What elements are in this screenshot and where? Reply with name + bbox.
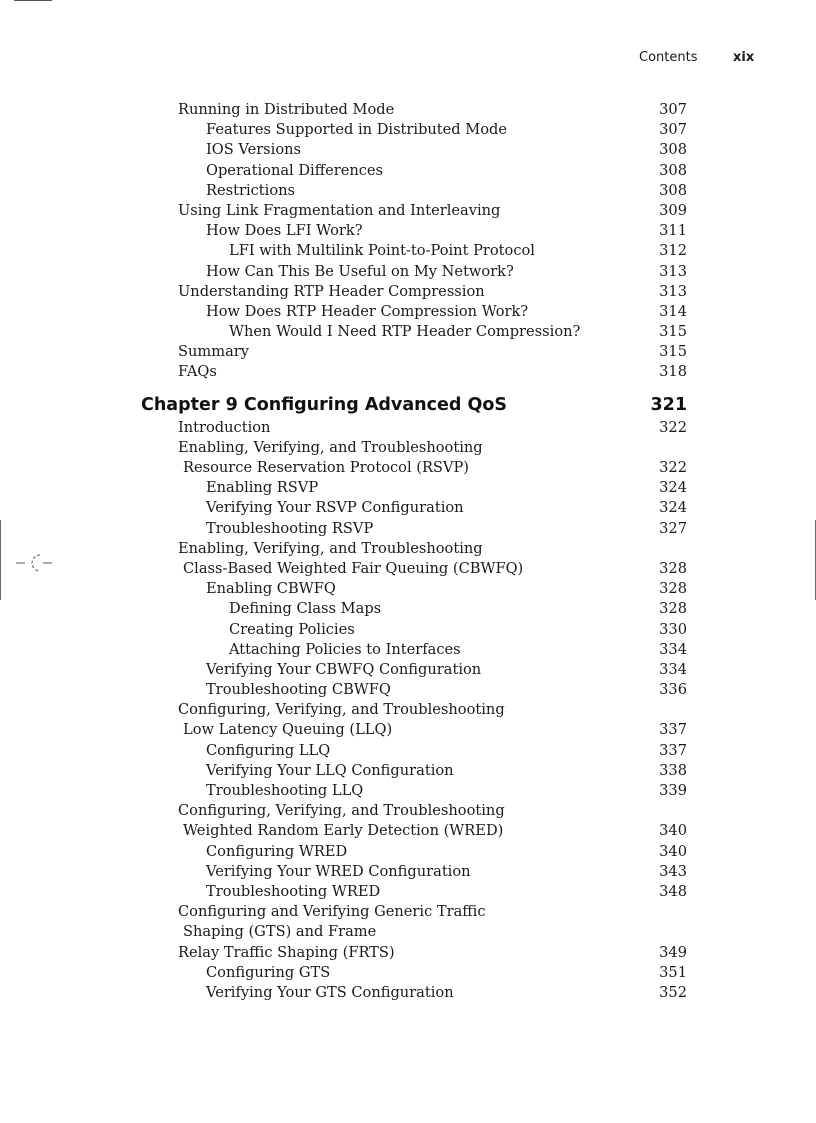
toc-entry-title: IOS Versions — [206, 141, 302, 159]
toc-entry-title: Introduction — [178, 418, 271, 436]
toc-entry-page: 315 — [659, 343, 687, 361]
toc-entry-title: Verifying Your GTS Configuration — [206, 983, 454, 1001]
toc-entry-title: FAQs — [178, 363, 217, 381]
toc-entry-title: Troubleshooting WRED — [206, 882, 381, 900]
toc-entry — [0, 842, 816, 862]
toc-entry — [0, 680, 816, 700]
chapter-page-number: 321 — [650, 394, 687, 415]
toc-entry-page: 328 — [659, 559, 687, 577]
toc-entry-title: When Would I Need RTP Header Compression? — [229, 323, 581, 341]
toc-entry — [0, 599, 816, 619]
toc-entry — [0, 902, 816, 922]
toc-entry-page: 337 — [659, 741, 687, 759]
toc-entry — [0, 362, 816, 382]
toc-entry — [0, 221, 816, 241]
toc-entry — [0, 720, 816, 740]
toc-entry-title: Resource Reservation Protocol (RSVP) — [183, 459, 469, 476]
toc-entry-page: 324 — [659, 479, 687, 497]
toc-entry — [0, 100, 816, 120]
toc-entry — [0, 963, 816, 983]
toc-entry-page: 328 — [659, 600, 687, 618]
toc-entry — [0, 620, 816, 640]
toc-entry-page: 336 — [659, 681, 687, 699]
toc-entry-title: How Does RTP Header Compression Work? — [206, 302, 529, 320]
toc-entry — [0, 761, 816, 781]
toc-entry-page: 351 — [659, 963, 687, 981]
toc-entry — [0, 579, 816, 599]
toc-entry — [0, 438, 816, 458]
toc-entry-title: Features Supported in Distributed Mode — [206, 121, 507, 139]
toc-entry — [0, 862, 816, 882]
toc-entry — [0, 342, 816, 362]
toc-entry-title: Configuring LLQ — [206, 741, 331, 759]
toc-entry-title: How Does LFI Work? — [206, 222, 363, 240]
toc-entry-title: Class-Based Weighted Fair Queuing (CBWFQ) — [183, 559, 524, 577]
toc-entry — [0, 478, 816, 498]
toc-entry-title: Verifying Your CBWFQ Configuration — [206, 660, 482, 678]
toc-entry-page: 309 — [659, 201, 687, 219]
toc-entry — [0, 741, 816, 761]
toc-entry-page: 338 — [659, 761, 687, 779]
toc-entry-title: Enabling, Verifying, and Troubleshooting — [178, 438, 483, 456]
toc-entry-title: Understanding RTP Header Compression — [178, 282, 485, 300]
toc-entry-title: Creating Policies — [229, 620, 355, 638]
toc-entry-title: Weighted Random Early Detection (WRED) — [183, 822, 504, 840]
toc-entry-title: Troubleshooting RSVP — [206, 519, 374, 537]
toc-entry-page: 327 — [659, 519, 687, 537]
toc-entry — [0, 498, 816, 518]
toc-entry-title: Verifying Your RSVP Configuration — [206, 499, 464, 517]
crop-mark-top — [14, 0, 52, 1]
toc-entry-title: Restrictions — [206, 181, 296, 199]
toc-entry-title: Troubleshooting LLQ — [206, 782, 364, 799]
toc-entry — [0, 700, 816, 720]
toc-entry-page: 307 — [659, 121, 687, 139]
toc-entry-page: 340 — [659, 842, 687, 860]
toc-entry-page: 313 — [659, 262, 687, 280]
toc-entry-page: 328 — [659, 580, 687, 598]
toc-entry — [0, 660, 816, 680]
toc-entry-page: 334 — [659, 660, 687, 678]
toc-entry — [0, 241, 816, 261]
toc-entry — [0, 882, 816, 902]
header-page-number: xix — [733, 50, 755, 65]
toc-entry-title: Configuring, Verifying, and Troubleshooting — [178, 701, 505, 719]
toc-entry — [0, 418, 816, 438]
toc-entry — [0, 640, 816, 660]
toc-entry — [0, 781, 816, 801]
toc-entry-page: 314 — [659, 302, 687, 320]
toc-entry-title: Configuring, Verifying, and Troubleshooting — [178, 802, 505, 820]
toc-entry — [0, 181, 816, 201]
toc-entry — [0, 161, 816, 181]
toc-entry — [0, 262, 816, 282]
toc-entry — [0, 559, 816, 579]
toc-entry-title: Defining Class Maps — [229, 600, 382, 618]
toc-entry-title: Using Link Fragmentation and Interleaving — [178, 201, 501, 219]
toc-entry-title: Enabling, Verifying, and Troubleshooting — [178, 539, 483, 557]
toc-entry-page: 334 — [659, 640, 687, 658]
table-of-contents — [0, 100, 816, 1003]
toc-entry-title: Verifying Your LLQ Configuration — [206, 761, 454, 779]
toc-entry — [0, 922, 816, 942]
toc-entry — [0, 519, 816, 539]
toc-entry-page: 322 — [659, 459, 687, 476]
header-section-label: Contents — [639, 50, 698, 65]
toc-entry-page: 330 — [659, 620, 687, 638]
toc-entry-page: 339 — [659, 782, 687, 799]
toc-entry-title: How Can This Be Useful on My Network? — [206, 262, 514, 280]
toc-entry-page: 340 — [659, 822, 687, 840]
toc-entry-page: 349 — [659, 943, 687, 961]
toc-entry-page: 337 — [659, 721, 687, 739]
toc-entry-page: 318 — [659, 363, 687, 381]
toc-entry — [0, 120, 816, 140]
toc-entry-title: Configuring and Verifying Generic Traffic — [178, 903, 486, 921]
toc-entry — [0, 983, 816, 1003]
toc-entry-title: Relay Traffic Shaping (FRTS) — [178, 943, 395, 961]
toc-entry-page: 315 — [659, 323, 687, 341]
toc-entry — [0, 201, 816, 221]
toc-chapter-heading — [0, 384, 816, 418]
toc-entry-page: 322 — [659, 418, 687, 436]
toc-entry-title: Troubleshooting CBWFQ — [206, 681, 391, 699]
toc-entry-page: 308 — [659, 181, 687, 199]
toc-entry-title: Enabling RSVP — [206, 479, 319, 497]
toc-entry-title: Enabling CBWFQ — [206, 580, 336, 598]
toc-entry — [0, 282, 816, 302]
toc-entry — [0, 322, 816, 342]
toc-entry — [0, 140, 816, 160]
toc-entry — [0, 302, 816, 322]
toc-entry-page: 343 — [659, 862, 687, 880]
toc-entry-page: 311 — [659, 222, 687, 240]
toc-entry — [0, 458, 816, 478]
toc-entry — [0, 801, 816, 821]
toc-entry-title: Summary — [178, 343, 249, 361]
toc-entry — [0, 943, 816, 963]
toc-entry-page: 312 — [659, 242, 687, 260]
toc-entry-title: Configuring WRED — [206, 842, 348, 860]
toc-entry-title: LFI with Multilink Point-to-Point Protocol — [229, 242, 535, 260]
chapter-title: Chapter 9 Configuring Advanced QoS — [141, 394, 507, 415]
toc-entry-title: Low Latency Queuing (LLQ) — [183, 721, 393, 739]
toc-entry — [0, 821, 816, 841]
toc-entry-page: 308 — [659, 141, 687, 159]
toc-entry-page: 307 — [659, 101, 687, 118]
toc-entry-page: 352 — [659, 983, 687, 1001]
toc-entry-title: Operational Differences — [206, 161, 384, 179]
toc-entry-title: Verifying Your WRED Configuration — [206, 862, 471, 880]
toc-entry-title: Attaching Policies to Interfaces — [229, 640, 461, 658]
toc-entry — [0, 539, 816, 559]
toc-entry-title: Shaping (GTS) and Frame — [183, 923, 377, 941]
toc-entry-title: Configuring GTS — [206, 963, 331, 981]
toc-entry-page: 324 — [659, 499, 687, 517]
toc-entry-page: 308 — [659, 161, 687, 179]
toc-entry-title: Running in Distributed Mode — [178, 101, 395, 118]
toc-entry-page: 348 — [659, 882, 687, 900]
running-header — [0, 50, 816, 70]
toc-entry-page: 313 — [659, 282, 687, 300]
